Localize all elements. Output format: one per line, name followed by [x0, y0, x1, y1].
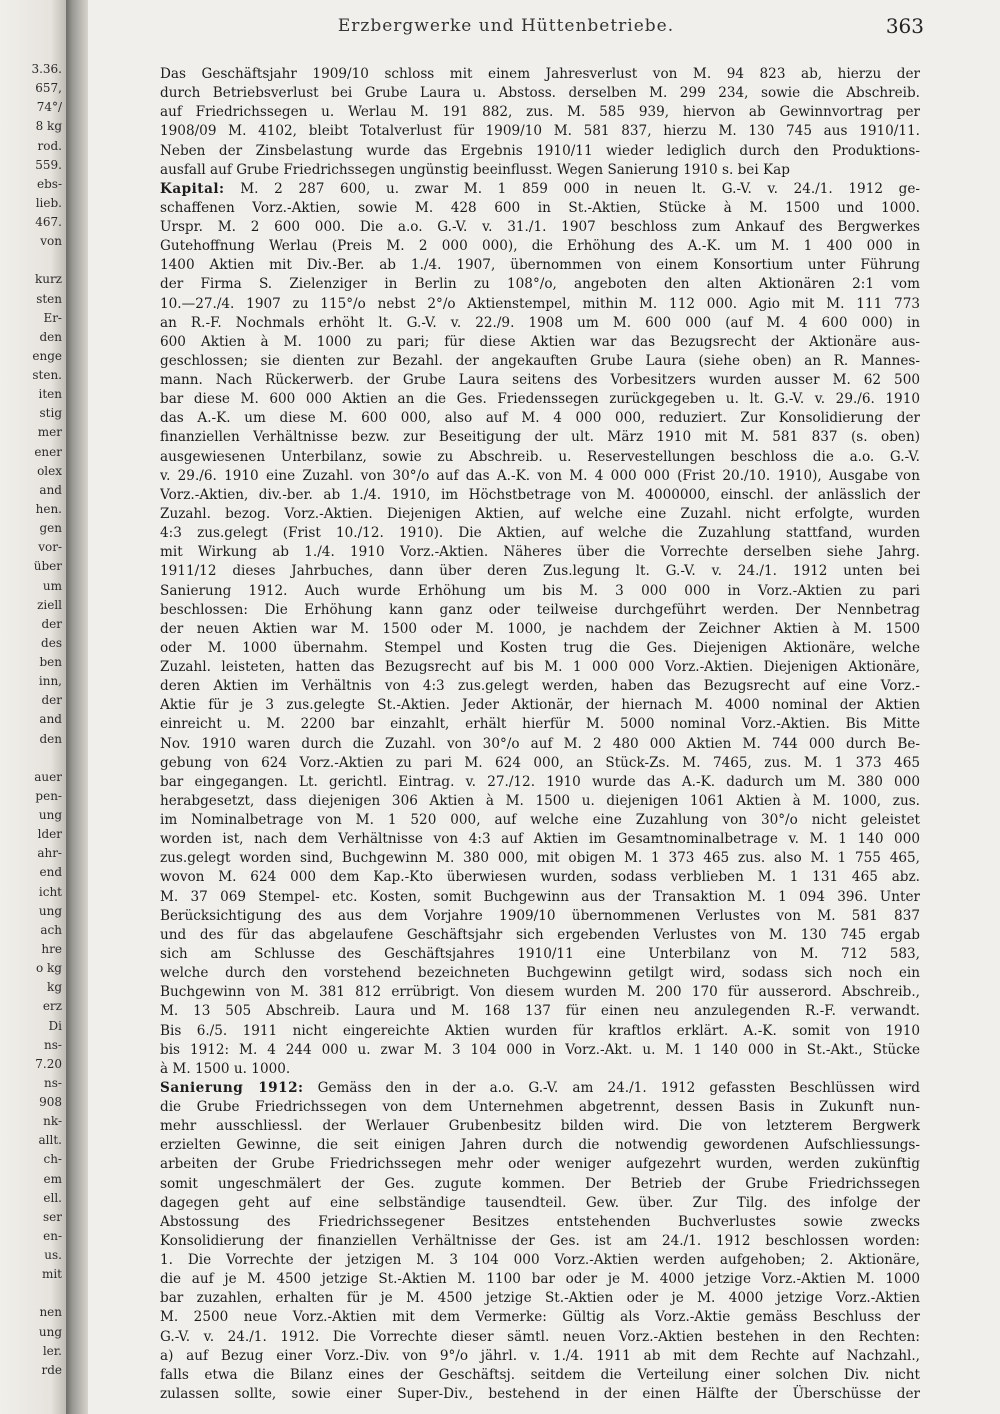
spine-fragment: o kg — [36, 961, 62, 976]
previous-page-edge — [0, 0, 68, 1414]
line-text: bar eingegangen. Lt. gerichtl. Eintrag. v. 27./12. 1910 wurde das A.-K. dadurch um M. 380 000 — [160, 773, 920, 790]
line-text: mann. Nach Rückerwerb. der Grube Laura seitens des Vorbesitzers wurden ausser M. 62 500 — [160, 372, 920, 389]
text-line — [160, 161, 920, 180]
text-line — [160, 142, 920, 161]
line-text: somit ungeschmälert der Ges. zugute kommen. Der Betrieb der Grube Friedrichssegen — [160, 1175, 920, 1192]
line-text: zus.gelegt worden sind, Buchgewinn M. 380 000, mit obigen M. 1 373 465 zus. also M. 1 755 465, — [160, 850, 920, 867]
text-line — [160, 1251, 920, 1270]
spine-fragment: pen- — [35, 788, 62, 803]
spine-fragment: 559. — [35, 157, 62, 172]
spine-fragment: em — [43, 1171, 62, 1186]
spine-fragment: erz — [42, 999, 62, 1014]
text-line — [160, 467, 920, 486]
spine-fragment: von — [40, 234, 62, 249]
spine-fragment: and — [39, 712, 62, 727]
spine-fragment: des — [41, 635, 62, 650]
line-text: v. 29./6. 1910 eine Zuzahl. von 30°/o auf das A.-K. von M. 4 000 000 (Frist 20./10. 1910), Ausgabe von — [160, 467, 920, 484]
page-number: 363 — [885, 14, 924, 38]
line-text: zulassen sollte, sowie einer Super-Div., bestehend in der einen Hälfte der Überschüsse der — [160, 1385, 920, 1402]
spine-fragment: lieb. — [35, 195, 62, 210]
spine-fragment: 8 kg — [35, 119, 62, 134]
line-text: falls etwa die Bilanz eines der Geschäftsj. seitdem die Verteilung einer solchen Div. nicht — [160, 1366, 920, 1383]
text-line — [160, 811, 920, 830]
text-line — [160, 792, 920, 811]
line-text: einreicht u. M. 2200 bar einzahlt, erhält hierfür M. 5000 nominal Vorz.-Aktien. Bis Mitte — [160, 716, 920, 733]
text-line — [160, 639, 920, 658]
text-line — [160, 926, 920, 945]
spine-fragment: 74°/ — [36, 100, 62, 115]
book-gutter — [66, 0, 88, 1414]
spine-fragment: rod. — [37, 138, 62, 153]
text-line — [160, 1155, 920, 1174]
spine-fragment: kurz — [34, 272, 62, 287]
section-lead: Kapital: — [160, 180, 225, 197]
spine-fragment: lder — [37, 827, 62, 842]
text-line — [160, 849, 920, 868]
text-line — [160, 907, 920, 926]
text-line — [160, 1232, 920, 1251]
text-line — [160, 1347, 920, 1366]
text-line — [160, 275, 920, 294]
line-text: bis 1912: M. 4 244 000 u. zwar M. 3 104 000 in Vorz.-Akt. u. M. 1 140 000 in St.-Akt., Stücke — [160, 1041, 920, 1058]
text-line — [160, 486, 920, 505]
spine-fragment: 7.20 — [35, 1056, 62, 1071]
line-text: sich am Schlusse des Geschäftsjahres 1910/11 eine Unterbilanz von M. 712 583, — [160, 945, 920, 962]
line-text: ausfall auf Grube Friedrichssegen ungünstig beeinflusst. Wegen Sanierung 1910 s. bei Kap — [160, 161, 790, 178]
text-line — [160, 1270, 920, 1289]
spine-fragment: ns- — [44, 1037, 62, 1052]
line-text: Neben der Zinsbelastung wurde das Ergebnis 1910/11 wieder lediglich durch den Produktions- — [160, 142, 920, 159]
text-line — [160, 715, 920, 734]
text-line — [160, 237, 920, 256]
spine-fragment: en- — [43, 1228, 62, 1243]
text-line — [160, 1002, 920, 1021]
spine-fragment: mit — [41, 1267, 62, 1282]
text-line — [160, 199, 920, 218]
spine-fragment: ben — [39, 655, 62, 670]
line-text: bar diese M. 600 000 Aktien an die Ges. Friedenssegen zurückgegeben u. lt. G.-V. v. 29./6. 1910 — [160, 391, 920, 408]
line-text: durch Betriebsverlust bei Grube Laura u. Abstoss. derselben M. 299 234, sowie die Abschreib. — [160, 85, 920, 102]
text-line — [160, 1385, 920, 1404]
line-text: 600 Aktien à M. 1000 zu pari; für diese Aktien war das Bezugsrecht der Aktionäre aus- — [160, 333, 920, 350]
text-line — [160, 945, 920, 964]
line-text: M. 2500 neue Vorz.-Aktien mit dem Vermerke: Gültig als Vorz.-Aktie gemäss Beschluss der — [160, 1309, 920, 1326]
spine-fragment: nen — [39, 1305, 62, 1320]
text-line — [160, 524, 920, 543]
line-text: 1911/12 dieses Jahrbuches, dann über deren Zus.legung lt. G.-V. v. 24./1. 1912 unten bei — [160, 563, 920, 580]
line-text: Aktie für je 3 zus.gelegte St.-Aktien. Jeder Aktionär, der hiernach M. 4000 nominal der Aktien — [160, 697, 920, 714]
text-line — [160, 409, 920, 428]
line-text: worden ist, nach dem Verhältnisse von 4:3 auf Aktien im Gesamtnominalbetrage v. M. 1 140 000 — [160, 831, 920, 848]
line-text: erzielten Gewinne, die seit einigen Jahren durch die notwendig gewordenen Aufschliessungs- — [160, 1137, 920, 1154]
text-line — [160, 1213, 920, 1232]
spine-fragment: der — [41, 616, 62, 631]
text-line — [160, 658, 920, 677]
text-line — [160, 1175, 920, 1194]
text-line — [160, 1136, 920, 1155]
spine-fragment: 467. — [35, 215, 62, 230]
text-line — [160, 180, 920, 199]
text-line — [160, 333, 920, 352]
spine-fragment: end — [39, 865, 62, 880]
spine-fragment: vor- — [38, 540, 62, 555]
spine-fragment: and — [39, 482, 62, 497]
text-line — [160, 868, 920, 887]
line-text: Nov. 1910 waren durch die Zuzahl. von 30°/o auf M. 2 480 000 Aktien M. 744 000 durch Be- — [160, 735, 920, 752]
line-text: welche durch den vorstehend bezeichneten Buchgewinn getilgt wird, sodass sich noch ein — [160, 965, 920, 982]
spine-fragment: ell. — [43, 1190, 62, 1205]
text-line — [160, 964, 920, 983]
text-line — [160, 983, 920, 1002]
text-line — [160, 218, 920, 237]
line-text: Abstossung des Friedrichssegener Besitzes entstehenden Buchverlustes sowie zwecks — [160, 1213, 920, 1230]
text-line — [160, 1328, 920, 1347]
text-line — [160, 371, 920, 390]
text-line — [160, 122, 920, 141]
text-line — [160, 103, 920, 122]
line-text: Urspr. M. 2 600 000. Die a.o. G.-V. v. 31./1. 1907 beschloss zum Ankauf des Bergwerkes — [160, 219, 920, 236]
spine-fragment: sten — [36, 291, 62, 306]
text-line — [160, 735, 920, 754]
spine-fragment: auer — [34, 769, 62, 784]
text-line — [160, 1117, 920, 1136]
spine-fragment: ach — [40, 922, 62, 937]
line-text: finanziellen Verhältnisse bezw. zur Beseitigung der ult. März 1910 mit M. 581 837 (s. oben) — [160, 429, 920, 446]
line-text: gebung von 624 Vorz.-Aktien zu pari M. 624 000, an Stück-Zs. M. 7465, zus. M. 1 373 465 — [160, 754, 920, 771]
line-text: der Firma S. Zielenziger in Berlin zu 108°/o, angeboten den alten Aktionären 2:1 vom — [160, 276, 920, 293]
line-text: Zuzahl. leisteten, hatten das Bezugsrecht auf bis M. 1 000 000 Vorz.-Aktien. Diejenigen Aktionäre, — [160, 659, 920, 676]
spine-fragment: nk- — [43, 1114, 62, 1129]
spine-fragment: ung — [38, 1324, 62, 1339]
line-text: oder M. 1000 übernahm. Stempel und Kosten trug die Ges. Diejenigen Aktionäre, welche — [160, 639, 920, 656]
spine-fragment: ser — [43, 1209, 62, 1224]
text-line — [160, 543, 920, 562]
line-text: Konsolidierung der finanziellen Verhältnisse der Ges. ist am 24./1. 1912 beschlossen worden: — [160, 1232, 920, 1249]
line-text: M. 13 505 Abschreib. Laura und M. 168 137 für einen neu anzulegenden R.-F. verwandt. — [160, 1003, 920, 1020]
spine-fragment: us. — [44, 1248, 62, 1263]
text-line — [160, 295, 920, 314]
line-text: M. 37 069 Stempel- etc. Kosten, somit Buchgewinn aus der Transaktion M. 1 094 396. Unter — [160, 888, 920, 905]
line-text: ausgewiesenen Unterbilanz, sowie zu Abschreib. u. Reservestellungen beschloss die a.o. G.-V. — [160, 448, 920, 465]
text-line — [160, 562, 920, 581]
text-line — [160, 448, 920, 467]
spine-fragment: ns- — [44, 1075, 62, 1090]
spine-fragment: stig — [39, 406, 62, 421]
line-text: und des für das abgelaufene Geschäftsjahr sich ergebenden Verlustes von M. 130 745 ergab — [160, 926, 920, 943]
text-line — [160, 1366, 920, 1385]
text-line — [160, 65, 920, 84]
text-line — [160, 314, 920, 333]
line-text: mehr ausschliessl. der Werlauer Grubenbesitz bilden wird. Die von letzterem Bergwerk — [160, 1118, 920, 1135]
text-line — [160, 1098, 920, 1117]
spine-fragment: um — [42, 578, 62, 593]
text-line — [160, 696, 920, 715]
line-text: Bis 6./5. 1911 nicht eingereichte Aktien wurden für kraftlos erklärt. A.-K. somit von 1910 — [160, 1022, 920, 1039]
line-text: Berücksichtigung des aus dem Vorjahre 1909/10 übernommenen Verlustes von M. 581 837 — [160, 907, 920, 924]
spine-fragment: allt. — [38, 1133, 62, 1148]
spine-fragment: über — [33, 559, 62, 574]
spine-fragment: der — [41, 693, 62, 708]
spine-fragment: ung — [38, 903, 62, 918]
line-text: 10.—27./4. 1907 zu 115°/o nebst 2°/o Aktienstempel, mithin M. 112 000. Agio mit M. 111 773 — [160, 295, 920, 312]
line-text: a) auf Bezug einer Vorz.-Div. von 9°/o jährl. v. 1./4. 1911 ab mit dem Rechte auf Nachzahl., — [160, 1347, 920, 1364]
line-text: 1908/09 M. 4102, bleibt Totalverlust für 1909/10 M. 581 837, hierzu M. 130 745 aus 1910/11. — [160, 123, 920, 140]
spine-fragment: gen — [39, 521, 62, 536]
spine-fragment: hre — [41, 941, 62, 956]
line-text: Vorz.-Aktien, div.-ber. ab 1./4. 1910, im Höchstbetrage von M. 4000000, einschl. der anlässlich der — [160, 486, 920, 503]
text-line — [160, 1289, 920, 1308]
text-line — [160, 1041, 920, 1060]
line-text: auf Friedrichssegen u. Werlau M. 191 882, zus. M. 585 939, hiervon ab Gewinnvortrag per — [160, 104, 920, 121]
spine-fragment: olex — [37, 463, 62, 478]
line-text: Sanierung 1912. Auch wurde Erhöhung um bis M. 3 000 000 in Vorz.-Aktien zu pari — [160, 582, 920, 599]
text-line — [160, 754, 920, 773]
text-line — [160, 84, 920, 103]
spine-fragment: inn, — [38, 674, 62, 689]
spine-fragment: mer — [37, 425, 62, 440]
spine-fragment: den — [39, 329, 62, 344]
running-head — [88, 16, 924, 40]
running-title: Erzbergwerke und Hüttenbetriebe. — [337, 16, 675, 36]
spine-fragment: ahr- — [37, 846, 62, 861]
line-text: deren Aktien im Verhältnis von 4:3 zus.gelegt werden, haben das Bezugsrecht auf eine Vorz.- — [160, 678, 920, 695]
line-text: die Grube Friedrichssegen von dem Unternehmen abgetrennt, dessen Basis in Zukunft nun- — [160, 1099, 920, 1116]
text-line — [160, 601, 920, 620]
spine-fragment: 657, — [35, 81, 62, 96]
line-text: an R.-F. Nochmals erhöht lt. G.-V. v. 22./9. 1908 um M. 600 000 (auf M. 4 600 000) in — [160, 314, 920, 331]
line-text: das A.-K. um diese M. 600 000, also auf M. 4 000 000, reduziert. Zur Konsolidierung der — [160, 410, 920, 427]
spine-fragment: rde — [41, 1362, 62, 1377]
text-line — [160, 256, 920, 275]
text-line — [160, 582, 920, 601]
text-line — [160, 773, 920, 792]
line-text: im Nominalbetrage von M. 1 520 000, auf welche eine Zuzahlung von 30°/o nicht geleistet — [160, 812, 920, 829]
line-text: Buchgewinn von M. 381 812 errübrigt. Von diesem wurden M. 200 170 für ausserord. Abschreib., — [160, 984, 920, 1001]
spine-fragment: hen. — [35, 501, 62, 516]
text-line — [160, 1060, 920, 1079]
line-text: M. 2 287 600, u. zwar M. 1 859 000 in neuen lt. G.-V. v. 24./1. 1912 ge- — [224, 180, 920, 197]
spine-fragment: icht — [38, 884, 62, 899]
spine-fragment: ziell — [37, 597, 62, 612]
line-text: arbeiten der Grube Friedrichssegen mehr oder weniger aufgezehrt wurden, werden zukünftig — [160, 1156, 920, 1173]
line-text: Gutehoffnung Werlau (Preis M. 2 000 000), die Erhöhung des A.-K. um M. 1 400 000 in — [160, 238, 920, 255]
spine-fragment: 908 — [39, 1095, 62, 1110]
spine-fragment: sten. — [32, 368, 62, 383]
line-text: herabgesetzt, dass diejenigen 306 Aktien à M. 1500 u. diejenigen 1061 Aktien à M. 1000, zus. — [160, 792, 920, 809]
line-text: 4:3 zus.gelegt (Frist 10./12. 1910). Die Aktien, auf welche die Zuzahlung stattfand, wurden — [160, 525, 920, 542]
text-line — [160, 1022, 920, 1041]
text-line — [160, 390, 920, 409]
spine-fragment: enge — [32, 348, 62, 363]
line-text: schaffenen Vorz.-Aktien, sowie M. 428 600 in St.-Aktien, Stücke à M. 1500 und 1000. — [160, 199, 920, 216]
spine-fragment: Di — [48, 1018, 62, 1033]
text-line — [160, 1079, 920, 1098]
line-text: dagegen geht auf eine selbständige tausendteil. Gew. über. Zur Tilg. des infolge der — [160, 1194, 920, 1211]
spine-fragment: ung — [38, 808, 62, 823]
line-text: wovon M. 624 000 dem Kap.-Kto überwiesen wurden, sodass verblieben M. 1 131 465 abz. — [160, 869, 920, 886]
text-line — [160, 505, 920, 524]
text-line — [160, 620, 920, 639]
spine-fragment: ener — [34, 444, 62, 459]
line-text: 1400 Aktien mit Div.-Ber. ab 1./4. 1907, übernommen von einem Konsortium unter Führung — [160, 257, 920, 274]
spine-fragment: ebs- — [37, 176, 62, 191]
text-line — [160, 352, 920, 371]
line-text: à M. 1500 u. 1000. — [160, 1060, 291, 1077]
section-lead: Sanierung 1912: — [160, 1079, 304, 1096]
line-text: der neuen Aktien war M. 1500 oder M. 1000, je nachdem der Zeichner Aktien à M. 1500 — [160, 620, 920, 637]
line-text: Zuzahl. bezog. Vorz.-Aktien. Diejenigen Aktien, auf welche eine Zuzahl. nicht erfolgte, wurden — [160, 505, 920, 522]
spine-fragment: ler. — [42, 1343, 62, 1358]
line-text: geschlossen; sie dienten zur Bezahl. der angekauften Grube Laura (siehe oben) an R. Mannes- — [160, 352, 920, 369]
spine-fragment: 3.36. — [31, 62, 62, 76]
text-line — [160, 677, 920, 696]
line-text: Gemäss den in der a.o. G.-V. am 24./1. 1912 gefassten Beschlüssen wird — [303, 1079, 920, 1096]
text-line — [160, 428, 920, 447]
spine-fragment: iten — [38, 387, 62, 402]
text-line — [160, 1308, 920, 1327]
text-line — [160, 888, 920, 907]
spine-fragment: ch- — [43, 1152, 62, 1167]
line-text: bar zuzahlen, erhalten für je M. 4500 jetzige St.-Aktien oder je M. 4000 jetzige Vorz.-Aktien — [160, 1290, 920, 1307]
line-text: beschlossen: Die Erhöhung kann ganz oder teilweise durchgeführt werden. Der Nennbetrag — [160, 601, 920, 618]
line-text: 1. Die Vorrechte der jetzigen M. 3 104 000 Vorz.-Aktien werden aufgehoben; 2. Aktionäre, — [160, 1252, 920, 1269]
spine-fragment: Er- — [43, 310, 62, 325]
line-text: G.-V. v. 24./1. 1912. Die Vorrechte dieser sämtl. neuen Vorz.-Aktien bestehen in den Rechten: — [160, 1328, 920, 1345]
line-text: Das Geschäftsjahr 1909/10 schloss mit einem Jahresverlust von M. 94 823 ab, hierzu der — [160, 66, 920, 82]
text-line — [160, 1194, 920, 1213]
spine-fragment: den — [39, 731, 62, 746]
text-line — [160, 830, 920, 849]
line-text: die auf je M. 4500 jetzige St.-Aktien M. 1100 bar oder je M. 4000 jetzige Vorz.-Aktien M. 1000 — [160, 1271, 920, 1288]
line-text: mit Wirkung ab 1./4. 1910 Vorz.-Aktien. Näheres über die Vorrechte derselben siehe Jahrg. — [160, 544, 920, 561]
spine-fragment: kg — [47, 980, 62, 995]
